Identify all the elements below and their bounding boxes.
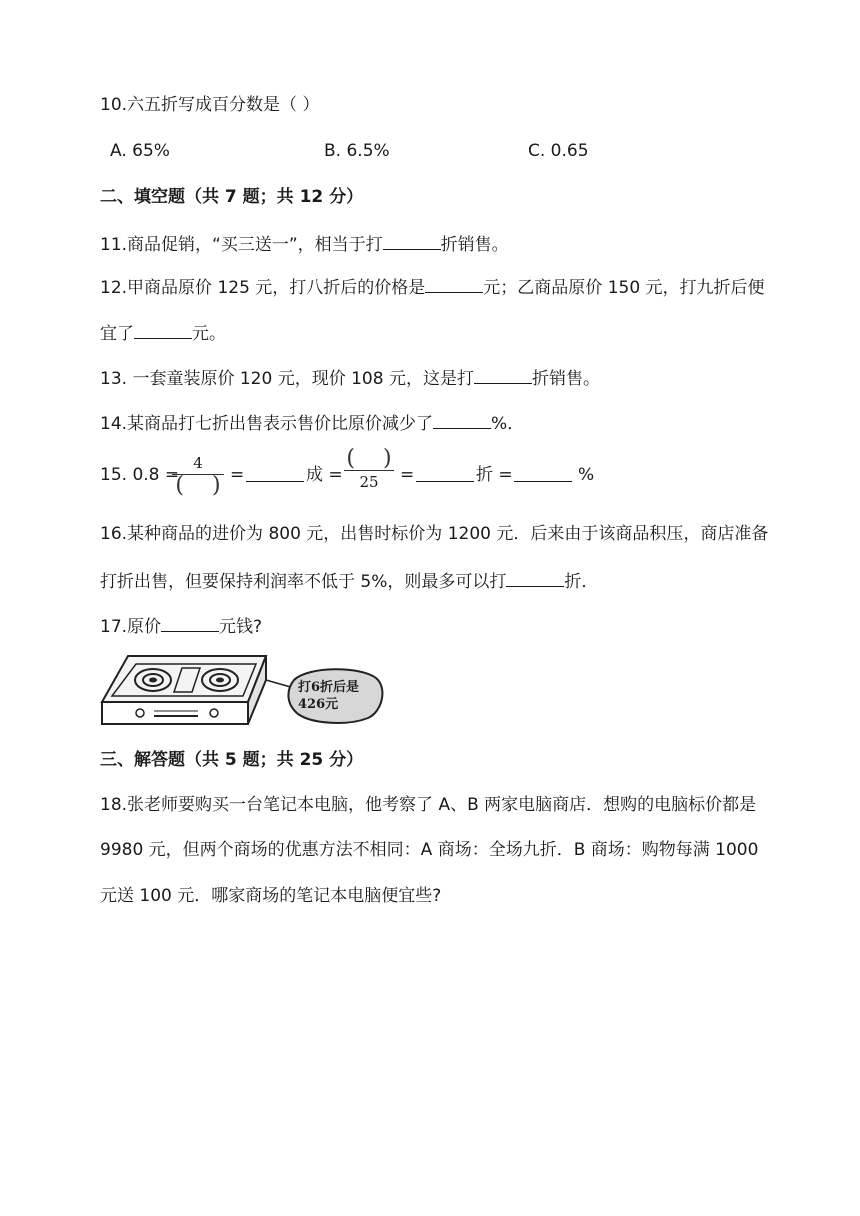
q17-blank: [161, 613, 219, 632]
q16-text-pre: 打折出售，但要保持利润率不低于 5%，则最多可以打: [100, 572, 507, 592]
price-bubble-text-line2: 426元: [298, 697, 339, 712]
stove-front-face: [102, 702, 248, 724]
q11-text-pre: 11.商品促销，“买三送一”，相当于打: [100, 235, 383, 255]
section-3-heading: 三、解答题（共 5 题；共 25 分）: [100, 750, 364, 770]
question-16-line1: 16.某种商品的进价为 800 元，出售时标价为 1200 元．后来由于该商品积压，商店准备: [100, 524, 769, 544]
q15-fraction-2: [344, 448, 394, 493]
question-11: [100, 231, 509, 257]
q10-option-a: A. 65%: [110, 141, 170, 161]
question-18-line1: 18.张老师要购买一台笔记本电脑，他考察了 A、B 两家电脑商店．想购的电脑标价都是: [100, 795, 757, 815]
q15-blank-3: [514, 463, 572, 489]
q16-text-post: 折．: [564, 572, 599, 592]
q15-equals-1: =: [230, 465, 245, 485]
q15-frac1-denominator-paren: ( ): [175, 473, 221, 498]
blank: [514, 463, 572, 482]
question-18-line3: 元送 100 元．哪家商场的笔记本电脑便宜些?: [100, 886, 442, 906]
right-burner-center: [216, 678, 224, 683]
blank: [416, 463, 474, 482]
question-17: [100, 613, 262, 639]
q15-fraction-1: [172, 452, 224, 497]
q14-blank: [433, 410, 491, 429]
q12-text-l2-post: 元。: [192, 324, 226, 344]
q13-blank: [474, 365, 532, 384]
q12-text-mid: 元；乙商品原价 150 元，打九折后便: [483, 278, 765, 298]
q17-text-post: 元钱?: [219, 617, 263, 637]
q15-frac2-numerator-paren: ( ): [346, 446, 392, 471]
q15-blank-2: [416, 463, 474, 489]
q13-text-pre: 13. 一套童装原价 120 元，现价 108 元，这是打: [100, 369, 474, 389]
question-14: [100, 410, 524, 436]
q15-frac2-denominator: 25: [359, 473, 379, 491]
question-12-line1: [100, 274, 765, 300]
q12-text-l2-pre: 宜了: [100, 324, 134, 344]
question-16-line2: [100, 568, 598, 594]
q10-option-b: B. 6.5%: [324, 141, 390, 161]
q12-blank-2: [134, 320, 192, 339]
q15-blank-1: [246, 463, 304, 489]
q13-text-post: 折销售。: [531, 369, 600, 389]
q12-text-pre: 12.甲商品原价 125 元，打八折后的价格是: [100, 278, 426, 298]
q17-text-pre: 17.原价: [100, 617, 162, 637]
left-burner-center: [149, 678, 157, 683]
q14-text-pre: 14.某商品打七折出售表示售价比原价减少了: [100, 414, 434, 434]
q15-equals-2: =: [400, 465, 415, 485]
question-10: 10.六五折写成百分数是（ ）: [100, 95, 320, 115]
q11-text-post: 折销售。: [440, 235, 509, 255]
q16-blank: [506, 568, 564, 587]
q11-blank: [383, 231, 441, 250]
q15-zhe: 折 =: [476, 465, 513, 485]
question-13: [100, 365, 600, 391]
q15-cheng: 成 =: [306, 465, 343, 485]
q10-option-c: C. 0.65: [528, 141, 589, 161]
question-18-line2: 9980 元，但两个商场的优惠方法不相同：A 商场：全场九折．B 商场：购物每满 1000: [100, 840, 759, 860]
q12-blank-1: [425, 274, 483, 293]
question-12-line2: [100, 320, 226, 346]
price-bubble-text-line1: 打6折后是: [298, 680, 360, 695]
q15-frac1-numerator: 4: [193, 454, 203, 472]
q15-prefix: 15. 0.8 =: [100, 465, 180, 485]
blank: [246, 463, 304, 482]
q14-text-post: %．: [491, 414, 525, 434]
q15-percent: %: [578, 465, 595, 485]
section-2-heading: 二、填空题（共 7 题；共 12 分）: [100, 187, 364, 207]
stove-top-surface: [102, 656, 266, 702]
